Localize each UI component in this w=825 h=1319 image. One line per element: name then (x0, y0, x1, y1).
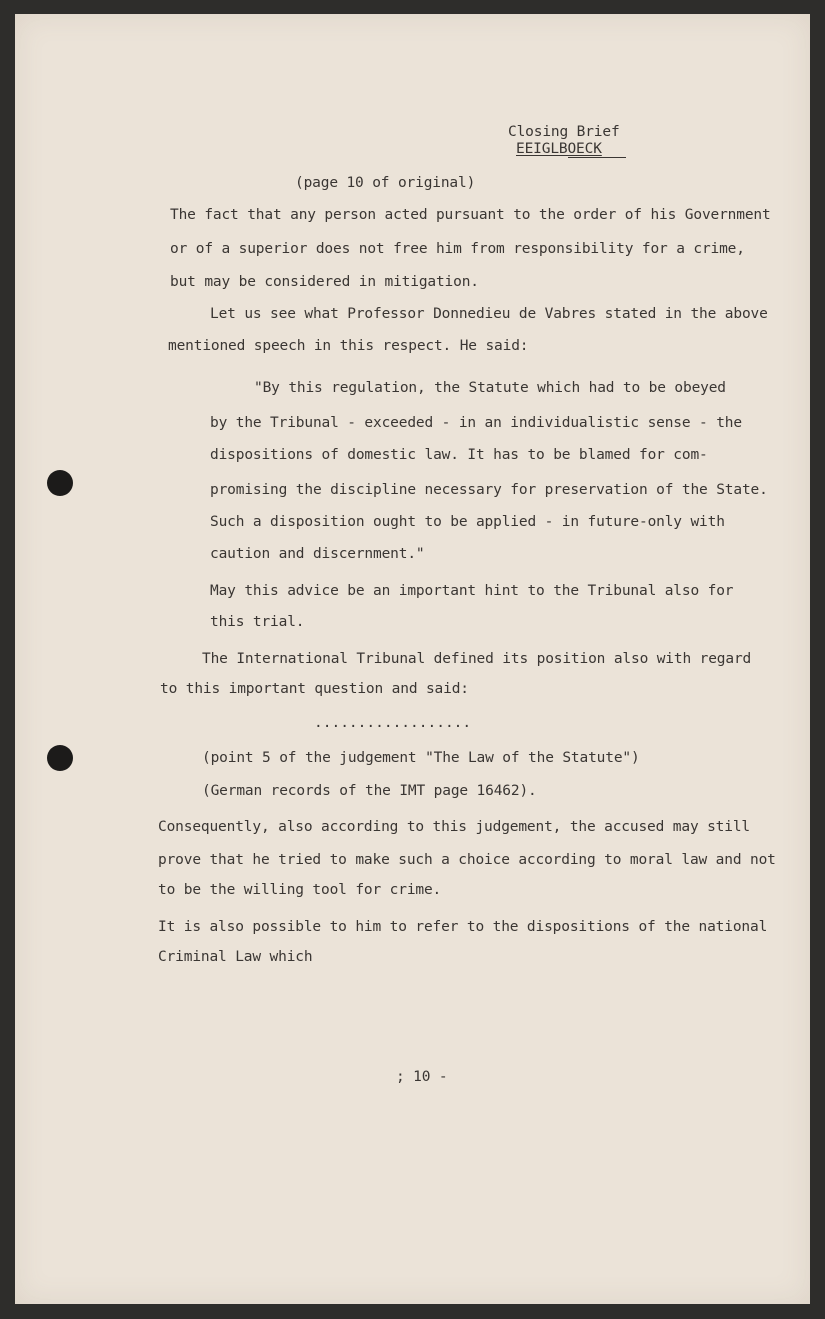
paragraph-line: It is also possible to him to refer to the dispositions of the national (158, 919, 768, 935)
advice-line: this trial. (210, 614, 305, 630)
citation-line: (German records of the IMT page 16462). (202, 783, 537, 799)
punch-hole (47, 470, 73, 496)
quote-line: caution and discernment." (210, 546, 425, 562)
paragraph-line: prove that he tried to make such a choice according to moral law and not (158, 852, 776, 868)
paragraph-line: The International Tribunal defined its position also with regard (202, 651, 752, 667)
advice-line: May this advice be an important hint to the Tribunal also for (210, 583, 734, 599)
citation-line: (point 5 of the judgement "The Law of the Statute") (202, 750, 640, 766)
paragraph-line: The fact that any person acted pursuant to the order of his Government (170, 207, 771, 223)
paragraph-line: to this important question and said: (160, 681, 469, 697)
ellipsis: .................. (314, 715, 472, 731)
header-name: EEIGLBOECK (516, 141, 602, 157)
page-reference: (page 10 of original) (295, 175, 476, 191)
page-number: ; 10 - (396, 1069, 448, 1085)
paragraph-line: but may be considered in mitigation. (170, 274, 479, 290)
quote-line: dispositions of domestic law. It has to be blamed for com- (210, 447, 708, 463)
header-underline (568, 157, 626, 158)
paragraph-line: Consequently, also according to this judgement, the accused may still (158, 819, 751, 835)
header-title: Closing Brief (508, 124, 620, 140)
quote-line: by the Tribunal - exceeded - in an individualistic sense - the (210, 415, 742, 431)
paragraph-line: Let us see what Professor Donnedieu de Vabres stated in the above (210, 306, 768, 322)
quote-line: Such a disposition ought to be applied - in future-only with (210, 514, 725, 530)
punch-hole (47, 745, 73, 771)
paragraph-line: mentioned speech in this respect. He said: (168, 338, 529, 354)
paragraph-line: Criminal Law which (158, 949, 313, 965)
quote-line: "By this regulation, the Statute which had to be obeyed (254, 380, 726, 396)
paragraph-line: to be the willing tool for crime. (158, 882, 442, 898)
quote-line: promising the discipline necessary for preservation of the State. (210, 482, 768, 498)
paragraph-line: or of a superior does not free him from responsibility for a crime, (170, 241, 745, 257)
